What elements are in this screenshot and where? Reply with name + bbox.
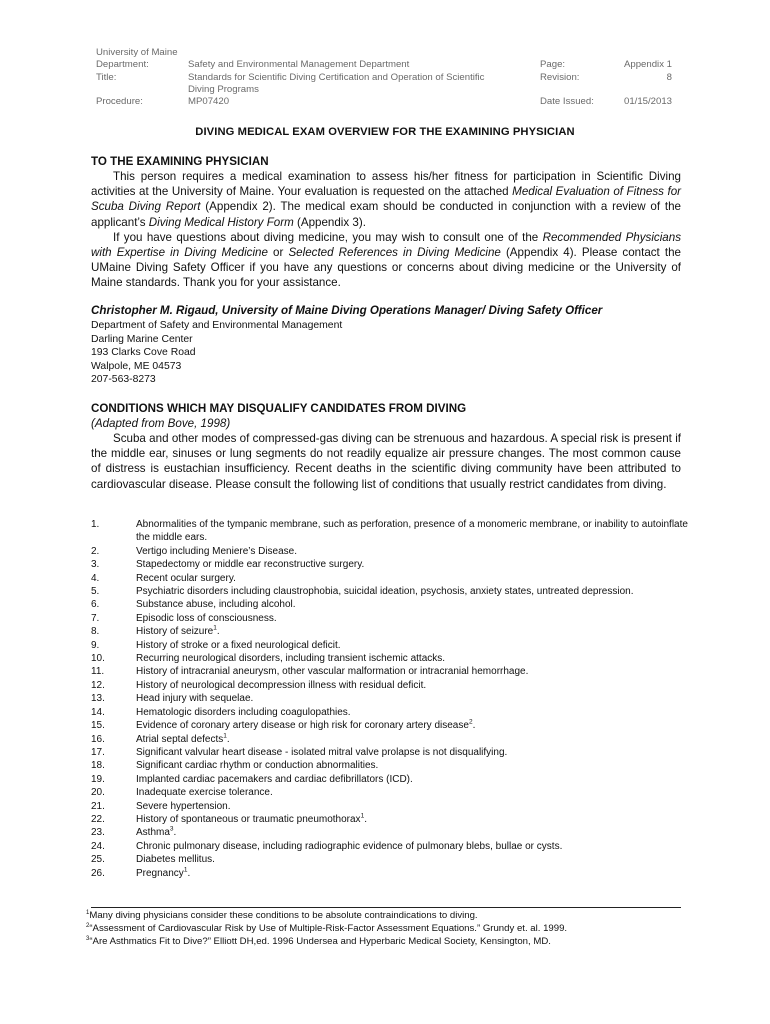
condition-text	[136, 692, 691, 705]
condition-text-main: Hematologic disorders including coagulopathies.	[136, 706, 351, 718]
condition-number: 12.	[91, 679, 105, 691]
condition-number: 7.	[91, 612, 100, 624]
footnote-1	[86, 910, 478, 922]
header-title-value-line1: Standards for Scientific Diving Certification and Operation of Scientific	[188, 72, 485, 83]
condition-number: 19.	[91, 773, 105, 785]
condition-item	[91, 598, 691, 611]
condition-number: 9.	[91, 639, 100, 651]
condition-text-main: Abnormalities of the tympanic membrane, such as perforation, presence of a monomeric membrane, or inability to autoinflate the middle ears.	[136, 519, 688, 544]
contact-line: 207-563-8273	[91, 374, 156, 386]
condition-text-end: .	[472, 720, 476, 732]
condition-item	[91, 719, 691, 732]
condition-item	[91, 773, 691, 786]
contact-line: Walpole, ME 04573	[91, 360, 182, 372]
text-run: or	[267, 246, 289, 260]
condition-text	[136, 840, 691, 853]
condition-item	[91, 639, 691, 652]
header-revision-value: 8	[666, 72, 672, 83]
section2-paragraph: Scuba and other modes of compressed-gas diving can be strenuous and hazardous. A special risk is present if the middle ear, sinuses or lung segments do not readily equalize air pressure changes. The most common cause of distress is eustachian insufficiency. Recent deaths in the scientific diving community have been attributed to cardiovascular disease. Please consult the following list of conditions that usually restrict candidates from diving.	[91, 432, 681, 491]
condition-text-main: Inadequate exercise tolerance.	[136, 787, 273, 799]
condition-text	[136, 652, 691, 665]
condition-item	[91, 585, 691, 598]
condition-text-main: Significant valvular heart disease - isolated mitral valve prolapse is not disqualifying.	[136, 746, 508, 758]
condition-text	[136, 800, 691, 813]
condition-number: 14.	[91, 706, 105, 718]
condition-number: 17.	[91, 746, 105, 758]
condition-item	[91, 545, 691, 558]
condition-number: 3.	[91, 559, 100, 571]
section1-body	[91, 169, 681, 291]
condition-number: 13.	[91, 693, 105, 705]
condition-item	[91, 867, 691, 880]
condition-text	[136, 813, 691, 826]
section1-heading: TO THE EXAMINING PHYSICIAN	[91, 155, 269, 168]
condition-number: 26.	[91, 867, 105, 879]
condition-text-main: Chronic pulmonary disease, including radiographic evidence of pulmonary blebs, bullae or cysts.	[136, 840, 563, 852]
contact-line: 193 Clarks Cove Road	[91, 347, 196, 359]
footnote-3	[86, 936, 551, 948]
condition-number: 2.	[91, 545, 100, 557]
emphasis-medical-evaluation: Medical Evaluation of Fitness for Scuba Diving Report	[91, 185, 682, 214]
condition-text-end: .	[187, 867, 191, 879]
document-header	[0, 0, 770, 110]
condition-text	[136, 853, 691, 866]
condition-number: 10.	[91, 653, 105, 665]
condition-text-main: History of seizure	[136, 626, 214, 638]
footnote-reference: 2	[468, 718, 473, 726]
condition-text	[136, 773, 691, 786]
condition-item	[91, 759, 691, 772]
condition-text-main: Significant cardiac rhythm or conduction abnormalities.	[136, 760, 379, 772]
condition-text-main: History of spontaneous or traumatic pneumothorax	[136, 813, 361, 825]
condition-text	[136, 746, 691, 759]
condition-text-main: Vertigo including Meniere’s Disease.	[136, 545, 298, 557]
condition-text	[136, 545, 691, 558]
condition-text	[136, 706, 691, 719]
header-date-value: 01/15/2013	[623, 96, 672, 107]
footnote-divider	[91, 907, 681, 908]
condition-item	[91, 679, 691, 692]
condition-number: 18.	[91, 760, 105, 772]
conditions-list	[91, 518, 691, 880]
condition-item	[91, 572, 691, 585]
header-title-label: Title:	[96, 72, 117, 83]
header-page-label: Page:	[540, 59, 566, 70]
document-title: DIVING MEDICAL EXAM OVERVIEW FOR THE EXAMINING PHYSICIAN	[195, 126, 575, 138]
condition-number: 15.	[91, 720, 105, 732]
condition-text-main: Recurring neurological disorders, including transient ischemic attacks.	[136, 653, 446, 665]
header-procedure-label: Procedure:	[96, 96, 143, 107]
signature: Christopher M. Rigaud, University of Maine Diving Operations Manager/ Diving Safety Officer	[91, 304, 603, 317]
condition-number: 8.	[91, 626, 100, 638]
condition-text	[136, 598, 691, 611]
condition-text-main: Asthma	[136, 827, 170, 839]
condition-text	[136, 639, 691, 652]
condition-text	[136, 625, 691, 638]
footnote-mark: 3	[86, 935, 90, 942]
condition-item	[91, 813, 691, 826]
condition-text	[136, 786, 691, 799]
header-page-value: Appendix 1	[623, 59, 672, 70]
condition-item	[91, 840, 691, 853]
condition-item	[91, 826, 691, 839]
condition-item	[91, 518, 691, 545]
emphasis-medical-history: Diving Medical History Form	[148, 215, 294, 229]
condition-item	[91, 665, 691, 678]
condition-text-main: Evidence of coronary artery disease or high risk for coronary artery disease	[136, 720, 469, 732]
header-revision-label: Revision:	[540, 72, 580, 83]
condition-item	[91, 733, 691, 746]
condition-item	[91, 706, 691, 719]
header-university: University of Maine	[96, 47, 178, 58]
condition-text	[136, 558, 691, 571]
section1-paragraph2	[91, 230, 681, 291]
footnote-text: “Are Asthmatics Fit to Dive?” Elliott DH,ed. 1996 Undersea and Hyperbaric Medical Society, Kensington, MD.	[89, 936, 551, 947]
condition-text-main: Episodic loss of consciousness.	[136, 612, 277, 624]
emphasis-recommended-physicians: Recommended Physicians with Expertise in Diving Medicine	[91, 230, 681, 260]
condition-number: 16.	[91, 733, 105, 745]
condition-text	[136, 867, 691, 880]
condition-item	[91, 853, 691, 866]
condition-text-main: History of neurological decompression illness with residual deficit.	[136, 679, 427, 691]
text-run: (Appendix 4). Please contact the UMaine Diving Safety Officer if you have any questions or concerns about diving medicine or the University of Maine standards. Thank you for your assistance.	[91, 246, 681, 290]
header-date-label: Date Issued:	[540, 96, 594, 107]
condition-number: 6.	[91, 599, 100, 611]
condition-text	[136, 826, 691, 839]
condition-text-main: Implanted cardiac pacemakers and cardiac defibrillators (ICD).	[136, 773, 413, 785]
condition-text	[136, 679, 691, 692]
condition-text-main: History of intracranial aneurysm, other vascular malformation or intracranial hemorrhage.	[136, 666, 529, 678]
text-run: (Appendix 3).	[293, 215, 366, 229]
condition-number: 5.	[91, 586, 100, 598]
condition-text-main: Pregnancy	[136, 867, 184, 879]
header-title-value-line2: Diving Programs	[188, 84, 259, 95]
condition-number: 25.	[91, 854, 105, 866]
header-procedure-value: MP07420	[188, 96, 230, 107]
text-run: If you have questions about diving medicine, you may wish to consult one of the	[113, 230, 543, 244]
contact-block	[91, 319, 342, 387]
condition-text-end: .	[216, 626, 220, 638]
condition-number: 20.	[91, 787, 105, 799]
condition-text	[136, 585, 691, 598]
text-run: (Appendix 2). The medical exam should be conducted in conjunction with a review of the applicant’s	[91, 200, 681, 229]
condition-item	[91, 558, 691, 571]
condition-item	[91, 800, 691, 813]
footnote-reference: 1	[183, 866, 188, 874]
footnote-reference: 1	[360, 812, 365, 820]
text-run: This person requires a medical examination to assess his/her fitness for participation in Scientific Diving activities at the University of Maine. Your evaluation is requested on the attached	[91, 170, 681, 199]
condition-text-main: Atrial septal defects	[136, 733, 224, 745]
header-department-value: Safety and Environmental Management Department	[188, 59, 410, 70]
condition-text-end: .	[364, 813, 367, 825]
condition-number: 23.	[91, 827, 105, 839]
footnote-mark: 1	[86, 909, 90, 916]
condition-text-main: Severe hypertension.	[136, 800, 231, 812]
section1-paragraph1	[91, 169, 681, 230]
condition-number: 22.	[91, 813, 105, 825]
section2-subheading: (Adapted from Bove, 1998)	[91, 417, 231, 430]
condition-number: 4.	[91, 572, 100, 584]
section2-heading: CONDITIONS WHICH MAY DISQUALIFY CANDIDATES FROM DIVING	[91, 402, 467, 415]
condition-number: 21.	[91, 800, 105, 812]
footnote-2	[86, 923, 567, 935]
header-department-label: Department:	[96, 59, 149, 70]
condition-number: 24.	[91, 840, 105, 852]
footnote-reference: 1	[213, 624, 217, 632]
condition-text-main: Stapedectomy or middle ear reconstructive surgery.	[136, 559, 365, 571]
contact-line: Department of Safety and Environmental Management	[91, 320, 343, 331]
condition-text	[136, 612, 691, 625]
section2-body	[91, 431, 681, 492]
condition-text	[136, 759, 691, 772]
footnote-mark: 2	[86, 922, 90, 929]
emphasis-selected-references: Selected References in Diving Medicine	[288, 246, 501, 260]
condition-number: 11.	[91, 666, 105, 678]
contact-line: Darling Marine Center	[91, 333, 193, 345]
condition-item	[91, 746, 691, 759]
condition-text	[136, 665, 691, 678]
condition-item	[91, 612, 691, 625]
condition-item	[91, 692, 691, 705]
condition-text-main: Psychiatric disorders including claustrophobia, suicidal ideation, psychosis, anxiety states, untreated depression.	[136, 586, 634, 598]
footnote-text: “Assessment of Cardiovascular Risk by Use of Multiple-Risk-Factor Assessment Equations.” Grundy et. al. 1999.	[89, 923, 568, 934]
condition-text	[136, 518, 691, 545]
condition-text-main: Recent ocular surgery.	[136, 572, 236, 584]
condition-text	[136, 719, 691, 732]
condition-text-main: History of stroke or a fixed neurological deficit.	[136, 639, 341, 651]
condition-text-main: Head injury with sequelae.	[136, 693, 254, 705]
condition-text-main: Substance abuse, including alcohol.	[136, 599, 296, 611]
condition-item	[91, 786, 691, 799]
footnote-reference: 1	[223, 732, 227, 740]
condition-text-main: Diabetes mellitus.	[136, 854, 215, 866]
condition-item	[91, 625, 691, 638]
condition-item	[91, 652, 691, 665]
condition-text-end: .	[173, 827, 177, 839]
condition-number: 1.	[91, 519, 100, 530]
condition-text-end: .	[226, 733, 230, 745]
condition-text	[136, 733, 691, 746]
condition-text	[136, 572, 691, 585]
footnote-text: Many diving physicians consider these conditions to be absolute contraindications to diving.	[89, 910, 478, 921]
footnote-reference: 3	[169, 826, 174, 834]
